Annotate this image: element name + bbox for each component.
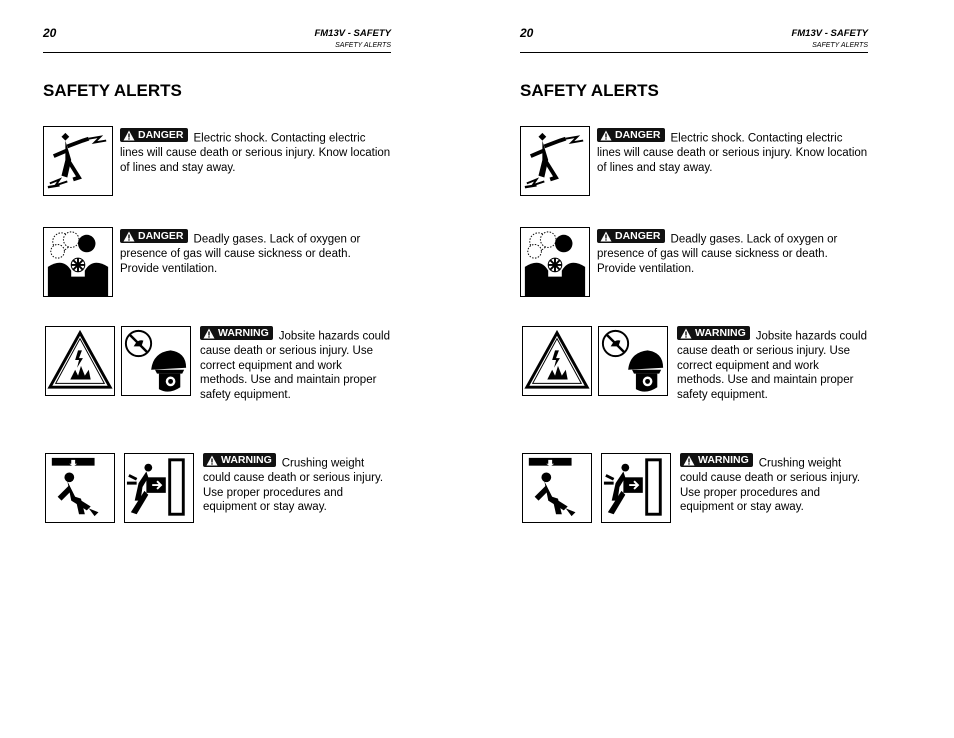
alert-electric-shock [520,126,868,198]
deadly-gas-icon [43,227,113,297]
section-title: SAFETY ALERTS [43,81,182,100]
alert-crushing-weight [520,453,868,525]
crushing-weight-icon [45,453,115,523]
alert-text: Crushing weight could cause death or serious injury. Use proper procedures and equipment or stay away. [680,457,861,514]
danger-badge: DANGER [120,229,188,243]
warning-triangle-icon [123,130,135,141]
crush-pinch-icon [601,453,671,523]
safety-equipment-icon [598,326,668,396]
alert-electric-shock [43,126,391,198]
running-header-subtitle: SAFETY ALERTS [812,42,868,49]
page-number: 20 [520,26,534,40]
deadly-gas-icon [520,227,590,297]
alert-deadly-gases [520,227,868,299]
warning-badge: WARNING [677,326,750,340]
warning-triangle-icon [600,130,612,141]
running-header-subtitle: SAFETY ALERTS [335,42,391,49]
alert-text: Electric shock. Contacting electric lines will cause death or serious injury. Know location of lines and stay away. [120,132,391,174]
warning-triangle-icon [600,231,612,242]
section-title: SAFETY ALERTS [520,81,659,100]
electric-shock-icon [43,126,113,196]
warning-triangle-icon [123,231,135,242]
warning-badge: WARNING [200,326,273,340]
danger-badge: DANGER [120,128,188,142]
warning-triangle-icon [680,328,692,339]
running-header-title: FM13V - SAFETY [314,28,391,39]
header-rule [43,52,391,53]
header-rule [520,52,868,53]
running-header-title: FM13V - SAFETY [791,28,868,39]
warning-triangle-icon [683,455,695,466]
alert-text: Electric shock. Contacting electric lines will cause death or serious injury. Know location of lines and stay away. [597,132,868,174]
right-page [520,0,868,738]
warning-triangle-icon [203,328,215,339]
alert-text: Jobsite hazards could cause death or serious injury. Use correct equipment and work methods. Use and maintain proper safety equipment. [677,330,867,401]
alert-text: Jobsite hazards could cause death or serious injury. Use correct equipment and work methods. Use and maintain proper safety equipment. [200,330,390,401]
electrical-fire-hazard-icon [45,326,115,396]
alert-crushing-weight [43,453,391,525]
warning-triangle-icon [206,455,218,466]
warning-badge: WARNING [680,453,753,467]
warning-badge: WARNING [203,453,276,467]
alert-text: Deadly gases. Lack of oxygen or presence of gas will cause sickness or death. Provide ventilation. [597,233,838,275]
electric-shock-icon [520,126,590,196]
crushing-weight-icon [522,453,592,523]
crush-pinch-icon [124,453,194,523]
alert-deadly-gases [43,227,391,299]
alert-jobsite-hazards [43,326,391,401]
electrical-fire-hazard-icon [522,326,592,396]
danger-badge: DANGER [597,229,665,243]
page-number: 20 [43,26,57,40]
alert-text: Deadly gases. Lack of oxygen or presence of gas will cause sickness or death. Provide ventilation. [120,233,361,275]
alert-jobsite-hazards [520,326,868,401]
left-page [43,0,391,738]
alert-text: Crushing weight could cause death or serious injury. Use proper procedures and equipment or stay away. [203,457,384,514]
safety-equipment-icon [121,326,191,396]
danger-badge: DANGER [597,128,665,142]
